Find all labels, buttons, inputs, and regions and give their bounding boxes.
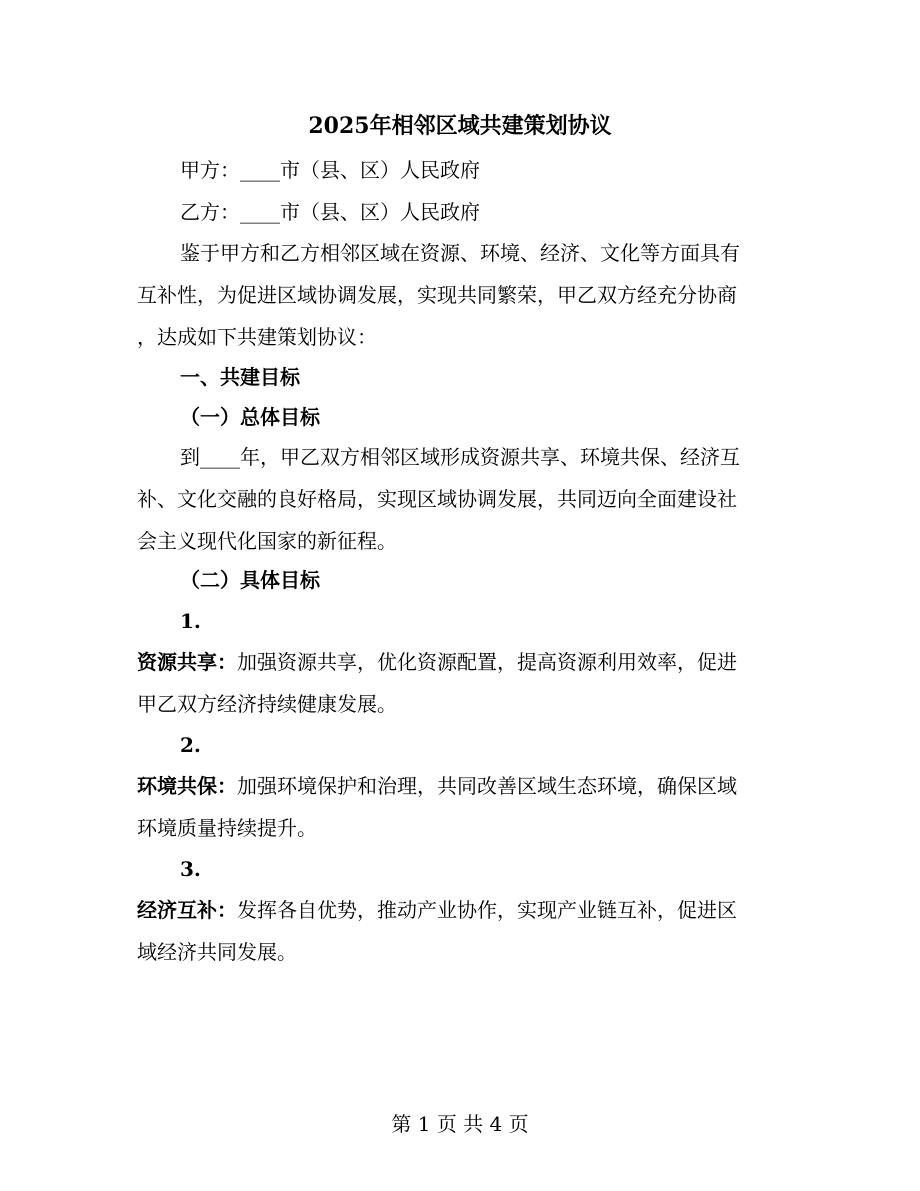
item-number: 3. xyxy=(180,857,201,881)
item-number: 1. xyxy=(180,609,201,633)
preamble-line-3: ，达成如下共建策划协议： xyxy=(137,325,377,349)
item-first-line xyxy=(137,648,737,676)
overall-goal-line-3: 会主义现代化国家的新征程。 xyxy=(137,529,397,553)
item-second-line: 域经济共同发展。 xyxy=(137,940,297,964)
item-label: 资源共享： xyxy=(137,650,237,674)
subsection-heading-overall: （一）总体目标 xyxy=(180,405,320,429)
preamble-line-1: 鉴于甲方和乙方相邻区域在资源、环境、经济、文化等方面具有 xyxy=(180,241,740,265)
preamble-line-2: 互补性，为促进区域协调发展，实现共同繁荣，甲乙双方经充分协商 xyxy=(137,283,737,307)
item-second-line: 环境质量持续提升。 xyxy=(137,816,317,840)
item-first-line xyxy=(137,896,737,924)
document-title: 2025年相邻区域共建策划协议 xyxy=(308,113,612,139)
item-number: 2. xyxy=(180,733,201,757)
overall-goal-line-1: 到____年，甲乙双方相邻区域形成资源共享、环境共保、经济互 xyxy=(180,445,740,469)
item-text: 发挥各自优势，推动产业协作，实现产业链互补，促进区 xyxy=(237,898,737,922)
party-b-line: 乙方：____市（县、区）人民政府 xyxy=(180,200,480,224)
item-second-line: 甲乙双方经济持续健康发展。 xyxy=(137,692,397,716)
party-a-line: 甲方：____市（县、区）人民政府 xyxy=(180,158,480,182)
subsection-heading-specific: （二）具体目标 xyxy=(180,568,320,592)
item-text: 加强环境保护和治理，共同改善区域生态环境，确保区域 xyxy=(237,774,737,798)
page-footer: 第 1 页 共 4 页 xyxy=(391,1112,529,1136)
item-label: 环境共保： xyxy=(137,774,237,798)
overall-goal-line-2: 补、文化交融的良好格局，实现区域协调发展，共同迈向全面建设社 xyxy=(137,487,737,511)
item-text: 加强资源共享，优化资源配置，提高资源利用效率，促进 xyxy=(237,650,737,674)
item-label: 经济互补： xyxy=(137,898,237,922)
item-first-line xyxy=(137,772,737,800)
section-heading: 一、共建目标 xyxy=(180,365,300,389)
